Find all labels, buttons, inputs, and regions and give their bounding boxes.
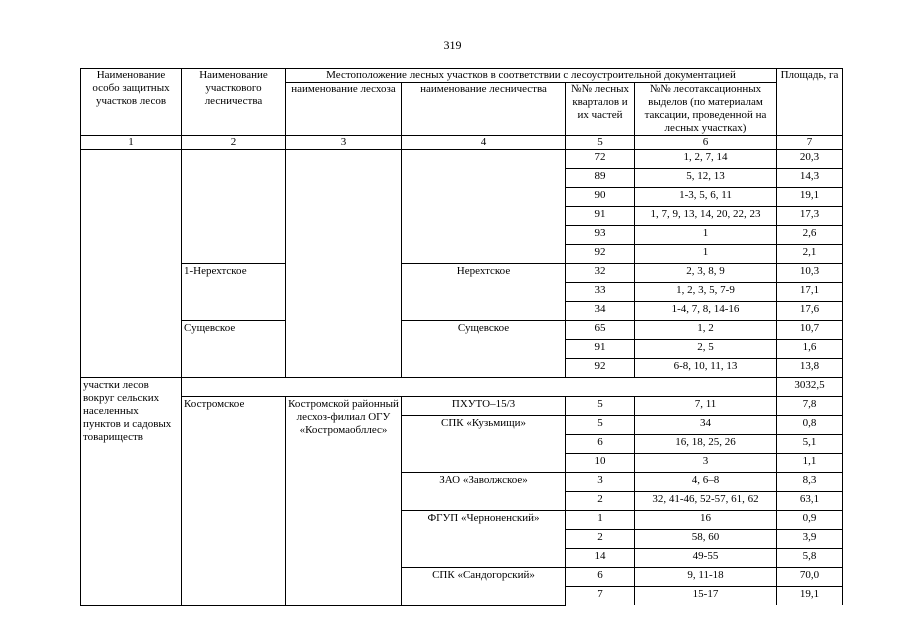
total-spacer: [182, 378, 777, 397]
forestry-cell-empty: [402, 150, 566, 264]
header-stands: №№ лесотаксационных выделов (по материалам таксации, проведенной на лесных участках): [635, 83, 777, 136]
stands-cell: 1, 2, 3, 5, 7-9: [635, 283, 777, 302]
stands-cell: 2, 5: [635, 340, 777, 359]
quarter-cell: 6: [566, 435, 635, 454]
district-name: 1-Нерехтское: [182, 264, 286, 321]
stands-cell: 7, 11: [635, 397, 777, 416]
stands-cell: 1, 7, 9, 13, 14, 20, 22, 23: [635, 207, 777, 226]
forestry-name: ПХУТО–15/3: [402, 397, 566, 416]
col-num: 4: [402, 136, 566, 150]
area-cell: 20,3: [777, 150, 843, 169]
stands-cell: 4, 6–8: [635, 473, 777, 492]
area-cell: 1,1: [777, 454, 843, 473]
forestry-name: Сущевское: [402, 321, 566, 378]
district-name: Сущевское: [182, 321, 286, 378]
area-cell: 7,8: [777, 397, 843, 416]
area-cell: 19,1: [777, 587, 843, 606]
header-area: Площадь, га: [777, 69, 843, 136]
area-cell: 17,1: [777, 283, 843, 302]
stands-cell: 34: [635, 416, 777, 435]
area-cell: 1,6: [777, 340, 843, 359]
forest-plots-table: [80, 68, 843, 606]
stands-cell: 5, 12, 13: [635, 169, 777, 188]
quarter-cell: 72: [566, 150, 635, 169]
area-cell: 17,3: [777, 207, 843, 226]
category-total-row: [81, 378, 843, 397]
area-cell: 2,6: [777, 226, 843, 245]
header-forestry: наименование лесничества: [402, 83, 566, 136]
forestry-name: Нерехтское: [402, 264, 566, 321]
stands-cell: 16, 18, 25, 26: [635, 435, 777, 454]
stands-cell: 15-17: [635, 587, 777, 606]
header-protected-plots: Наименование особо защитных участков лесов: [81, 69, 182, 136]
area-cell: 10,7: [777, 321, 843, 340]
area-cell: 17,6: [777, 302, 843, 321]
quarter-cell: 14: [566, 549, 635, 568]
table-row: [81, 321, 843, 340]
header-location-group: Местоположение лесных участков в соответствии с лесоустроительной документацией: [286, 69, 777, 83]
area-cell: 70,0: [777, 568, 843, 587]
quarter-cell: 34: [566, 302, 635, 321]
header-leskhoz: наименование лесхоза: [286, 83, 402, 136]
table-row: [81, 397, 843, 416]
category-name: участки лесов вокруг сельских населенных пунктов и садовых товариществ: [81, 378, 182, 606]
header-district-forestry: Наименование участкового лесничества: [182, 69, 286, 136]
quarter-cell: 6: [566, 568, 635, 587]
area-cell: 13,8: [777, 359, 843, 378]
area-cell: 3,9: [777, 530, 843, 549]
col-num: 7: [777, 136, 843, 150]
stands-cell: 3: [635, 454, 777, 473]
district-cell-empty: [182, 150, 286, 264]
quarter-cell: 91: [566, 340, 635, 359]
quarter-cell: 2: [566, 492, 635, 511]
stands-cell: 32, 41-46, 52-57, 61, 62: [635, 492, 777, 511]
table-row: [81, 150, 843, 169]
leskhoz-name: Костромской районный лесхоз-филиал ОГУ «Костромаобллес»: [286, 397, 402, 606]
quarter-cell: 92: [566, 245, 635, 264]
header-row-1: [81, 69, 843, 83]
quarter-cell: 5: [566, 397, 635, 416]
area-cell: 2,1: [777, 245, 843, 264]
area-cell: 14,3: [777, 169, 843, 188]
stands-cell: 2, 3, 8, 9: [635, 264, 777, 283]
quarter-cell: 93: [566, 226, 635, 245]
stands-cell: 1, 2: [635, 321, 777, 340]
forestry-name: СПК «Сандогорский»: [402, 568, 566, 606]
area-cell: 19,1: [777, 188, 843, 207]
col-num: 3: [286, 136, 402, 150]
quarter-cell: 3: [566, 473, 635, 492]
quarter-cell: 65: [566, 321, 635, 340]
category-cell-empty: [81, 150, 182, 378]
table-row: [81, 264, 843, 283]
quarter-cell: 90: [566, 188, 635, 207]
quarter-cell: 32: [566, 264, 635, 283]
col-num: 6: [635, 136, 777, 150]
category-total-area: 3032,5: [777, 378, 843, 397]
quarter-cell: 89: [566, 169, 635, 188]
stands-cell: 1: [635, 245, 777, 264]
stands-cell: 58, 60: [635, 530, 777, 549]
forestry-name: СПК «Кузьмищи»: [402, 416, 566, 473]
forestry-name: ЗАО «Заволжское»: [402, 473, 566, 511]
stands-cell: 1-3, 5, 6, 11: [635, 188, 777, 207]
area-cell: 0,8: [777, 416, 843, 435]
stands-cell: 6-8, 10, 11, 13: [635, 359, 777, 378]
district-name: Костромское: [182, 397, 286, 606]
quarter-cell: 2: [566, 530, 635, 549]
header-quarters: №№ лесных кварталов и их частей: [566, 83, 635, 136]
column-number-row: [81, 136, 843, 150]
stands-cell: 16: [635, 511, 777, 530]
quarter-cell: 10: [566, 454, 635, 473]
quarter-cell: 92: [566, 359, 635, 378]
quarter-cell: 5: [566, 416, 635, 435]
area-cell: 10,3: [777, 264, 843, 283]
quarter-cell: 7: [566, 587, 635, 606]
area-cell: 5,8: [777, 549, 843, 568]
stands-cell: 9, 11-18: [635, 568, 777, 587]
stands-cell: 49-55: [635, 549, 777, 568]
page-number: 319: [443, 38, 462, 52]
area-cell: 63,1: [777, 492, 843, 511]
col-num: 2: [182, 136, 286, 150]
stands-cell: 1, 2, 7, 14: [635, 150, 777, 169]
col-num: 5: [566, 136, 635, 150]
quarter-cell: 1: [566, 511, 635, 530]
forestry-name: ФГУП «Черноненский»: [402, 511, 566, 568]
col-num: 1: [81, 136, 182, 150]
area-cell: 5,1: [777, 435, 843, 454]
stands-cell: 1: [635, 226, 777, 245]
stands-cell: 1-4, 7, 8, 14-16: [635, 302, 777, 321]
leskhoz-cell-empty: [286, 150, 402, 378]
area-cell: 8,3: [777, 473, 843, 492]
area-cell: 0,9: [777, 511, 843, 530]
quarter-cell: 91: [566, 207, 635, 226]
quarter-cell: 33: [566, 283, 635, 302]
